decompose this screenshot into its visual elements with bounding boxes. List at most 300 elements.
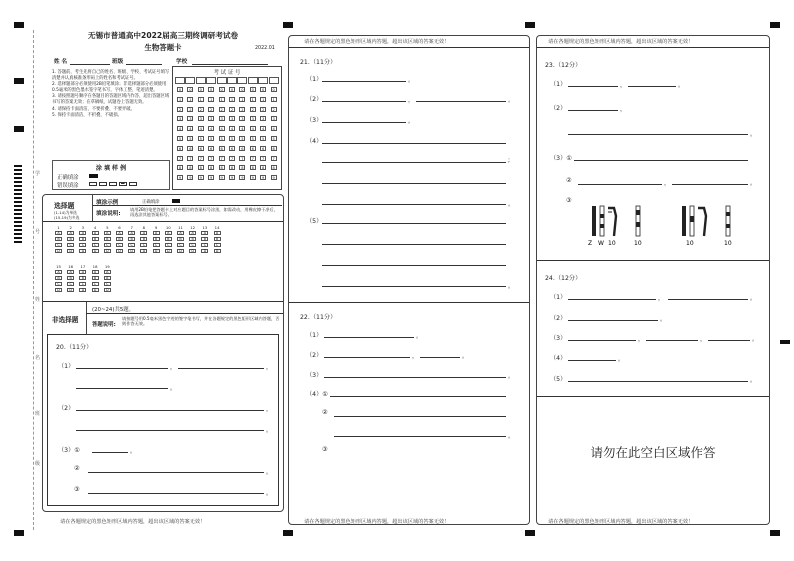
q21-answer-line[interactable] (322, 223, 506, 224)
q23-answer-line[interactable] (578, 184, 662, 185)
choice-question-number: 5 (106, 225, 109, 230)
choice-question-number: 7 (130, 225, 133, 230)
exam-digit-bubble[interactable]: 7 (272, 156, 275, 161)
choice-option-bubble[interactable]: A (128, 231, 135, 235)
choice-option-bubble[interactable]: A (92, 270, 99, 274)
exam-digit-bubble[interactable]: 0 (272, 88, 275, 92)
exam-digit-bubble[interactable]: 4 (220, 127, 223, 132)
exam-digit-bubble[interactable]: 1 (262, 97, 265, 102)
exam-digit-bubble[interactable]: 9 (220, 176, 223, 181)
choice-option-bubble[interactable]: A (214, 231, 221, 235)
exam-digit-bubble[interactable]: 3 (251, 117, 254, 122)
choice-question-number: 16 (68, 264, 74, 269)
exam-digit-bubble[interactable]: 2 (189, 107, 192, 112)
choice-question[interactable] (127, 225, 138, 257)
choice-question[interactable] (103, 225, 114, 257)
exam-digit-bubble[interactable]: 2 (230, 107, 234, 112)
exam-digit-bubble[interactable]: 6 (241, 146, 244, 151)
nonchoice-note-text: 请按题号用0.5毫米黑色字迹的签字笔书写，并在各题规定的黑色矩形区域内答题，否则作答无效。 (122, 316, 280, 327)
q22-answer-line[interactable] (324, 377, 506, 378)
exam-digit-bubble[interactable]: 6 (272, 146, 275, 151)
choice-option-bubble[interactable]: C (140, 243, 147, 247)
notice-header-right: 请在各题规定的黑色矩形区域内答题，超出该区域的答案无效！ (548, 39, 694, 45)
exam-digit-bubble[interactable]: 5 (241, 137, 244, 141)
exam-digit-bubble[interactable]: 7 (230, 156, 234, 161)
q24-answer-line[interactable] (568, 340, 636, 341)
q21-part5: （5） (306, 218, 323, 225)
q24-answer-line[interactable] (646, 340, 698, 341)
choice-option-bubble[interactable]: B (79, 237, 86, 241)
choice-option-bubble[interactable]: A (177, 231, 184, 235)
exam-digit-bubble[interactable]: 0 (251, 88, 254, 92)
q22-part4-b: ② (322, 409, 328, 416)
choice-option-bubble[interactable]: C (104, 243, 111, 247)
side-label-2: 号 (35, 229, 41, 235)
exam-digit-bubble[interactable]: 6 (230, 146, 234, 151)
choice-question[interactable] (188, 225, 199, 257)
exam-digit-bubble[interactable]: 6 (210, 146, 213, 151)
exam-digit-bubble[interactable]: 5 (262, 137, 265, 141)
choice-question[interactable] (176, 225, 187, 257)
q24-answer-line[interactable] (568, 299, 656, 300)
exam-digit-bubble[interactable]: 3 (220, 117, 223, 122)
choice-option-bubble[interactable]: C (55, 282, 62, 286)
notice-header-middle: 请在各题规定的黑色矩形区域内答题，超出该区域的答案无效！ (304, 39, 450, 45)
q21-answer-line[interactable] (322, 162, 506, 163)
exam-digit-bubble[interactable]: 8 (230, 166, 234, 171)
choice-option-bubble[interactable]: A (67, 231, 74, 235)
q20-answer-box[interactable]: 20.（11分） （1） ， ， 。 （2） ， 。 （3）① 。 ② 。 ③ 。 (47, 334, 279, 506)
exam-digit-bubble[interactable]: 3 (210, 117, 213, 122)
choice-question[interactable] (200, 225, 211, 257)
exam-digit-bubble[interactable]: 6 (262, 146, 265, 151)
fill-note-label: 填涂说明: (96, 211, 121, 217)
choice-question[interactable] (139, 225, 150, 257)
choice-option-bubble[interactable]: A (55, 270, 62, 274)
q20-part1: （1） (58, 363, 75, 370)
exam-digit-bubble[interactable]: 1 (178, 97, 182, 102)
exam-digit-bubble[interactable]: 9 (189, 176, 192, 181)
exam-number-grid[interactable] (172, 66, 282, 190)
choice-option-bubble[interactable]: B (92, 237, 99, 241)
choice-option-bubble[interactable]: A (153, 231, 160, 235)
exam-digit-box[interactable] (237, 77, 247, 84)
fill-instruction-text: 正确填涂 (142, 200, 160, 205)
exam-digit-bubble[interactable]: 5 (210, 137, 213, 141)
exam-digit-bubble[interactable]: 3 (272, 117, 275, 122)
q20-answer-line[interactable] (76, 430, 264, 431)
alignment-mark (14, 530, 24, 536)
choice-option-bubble[interactable]: C (92, 282, 99, 286)
choice-option-bubble[interactable]: A (67, 270, 74, 274)
exam-digit-bubble[interactable]: 0 (189, 88, 192, 92)
exam-digit-bubble[interactable]: 1 (220, 97, 223, 102)
exam-digit-bubble[interactable]: 1 (241, 97, 244, 102)
exam-digit-bubble[interactable]: 4 (178, 127, 182, 132)
exam-digit-bubble[interactable]: 1 (230, 97, 234, 102)
choice-option-bubble[interactable]: A (55, 231, 62, 235)
choice-question[interactable] (91, 264, 102, 296)
exam-digit-bubble[interactable]: 1 (251, 97, 254, 102)
q23-part2: （2） (550, 105, 567, 112)
exam-digit-bubble[interactable]: 8 (210, 166, 213, 171)
exam-digit-box[interactable] (269, 77, 279, 84)
chromosome-single-mid (636, 206, 640, 236)
exam-digit-bubble[interactable]: 0 (178, 88, 182, 92)
exam-digit-box[interactable] (227, 77, 237, 84)
q21-answer-line[interactable] (322, 204, 506, 205)
q20-answer-line[interactable] (76, 388, 168, 389)
choice-option-bubble[interactable]: B (214, 237, 221, 241)
choice-option-bubble[interactable]: A (201, 231, 208, 235)
choice-option-bubble[interactable]: D (189, 249, 196, 253)
choice-question[interactable] (103, 264, 114, 296)
choice-question[interactable] (54, 264, 65, 296)
exam-digit-bubble[interactable]: 9 (241, 176, 244, 181)
choice-question[interactable] (66, 264, 77, 296)
exam-digit-bubble[interactable]: 8 (220, 166, 223, 171)
exam-digit-bubble[interactable]: 9 (230, 176, 234, 181)
choice-option-bubble[interactable]: C (55, 243, 62, 247)
q23-answer-line[interactable] (568, 86, 618, 87)
page-subtitle: 生物答题卡 (144, 43, 182, 52)
choice-question[interactable] (78, 264, 89, 296)
choice-option-bubble[interactable]: B (67, 237, 74, 241)
choice-option-bubble[interactable]: C (201, 243, 208, 247)
exam-digit-bubble[interactable]: 8 (178, 166, 182, 171)
exam-digit-bubble[interactable]: 7 (262, 156, 265, 161)
exam-digit-bubble[interactable]: 8 (199, 166, 202, 171)
choice-option-bubble[interactable]: D (67, 249, 74, 253)
exam-digit-bubble[interactable]: 4 (241, 127, 244, 132)
exam-digit-bubble[interactable]: 4 (262, 127, 265, 132)
notice-footer-left: 请在各题规定的黑色矩形区域内答题，超出该区域的答案无效！ (60, 519, 206, 525)
choice-option-bubble[interactable]: C (104, 282, 111, 286)
choice-question-number: 6 (118, 225, 121, 230)
exam-digit-bubble[interactable]: 9 (199, 176, 202, 181)
exam-digit-box[interactable] (248, 77, 258, 84)
choice-option-bubble[interactable]: B (55, 276, 62, 280)
choice-question[interactable] (54, 225, 65, 257)
choice-option-bubble[interactable]: D (92, 249, 99, 253)
choice-question-number: 10 (165, 225, 171, 230)
exam-digit-bubble[interactable]: 9 (251, 176, 254, 181)
choice-option-bubble[interactable]: C (177, 243, 184, 247)
exam-number-cells[interactable] (175, 77, 279, 187)
q21-answer-line[interactable] (416, 101, 506, 102)
choice-option-bubble[interactable]: B (153, 237, 160, 241)
choice-option-bubble[interactable]: D (165, 249, 172, 253)
nonchoice-note-label: 答题说明: (92, 322, 116, 328)
instruction-item: 2. 选择题部分必须使用2B铅笔填涂；非选择题部分必须使用0.5毫米的黑色墨水签字笔书写，字体工整、笔迹清楚。 (52, 82, 167, 93)
q23-answer-line[interactable] (568, 110, 618, 111)
choice-option-bubble[interactable]: C (67, 243, 74, 247)
q20-answer-line[interactable] (92, 452, 128, 453)
exam-digit-bubble[interactable]: 8 (272, 166, 275, 171)
exam-digit-bubble[interactable]: 2 (210, 107, 213, 112)
q24-part2: （2） (550, 315, 567, 322)
exam-digit-bubble[interactable]: 4 (189, 127, 192, 132)
choice-question[interactable] (115, 225, 126, 257)
exam-digit-bubble[interactable]: 4 (199, 127, 202, 132)
choice-option-bubble[interactable]: B (177, 237, 184, 241)
q21-answer-line[interactable] (322, 122, 406, 123)
exam-digit-bubble[interactable]: 2 (220, 107, 223, 112)
fill-instruction-label: 填涂示例 (96, 200, 119, 206)
chromosome-pair-right (682, 206, 706, 236)
choice-question[interactable] (91, 225, 102, 257)
fig-label-10b: 10 (634, 240, 642, 247)
exam-digit-box[interactable] (206, 77, 216, 84)
choice-option-bubble[interactable]: B (116, 237, 123, 241)
exam-digit-bubble[interactable]: 7 (241, 156, 244, 161)
q21-answer-line[interactable] (322, 265, 506, 266)
exam-digit-bubble[interactable]: 9 (178, 176, 182, 181)
exam-digit-bubble[interactable]: 9 (272, 176, 275, 181)
name-field[interactable] (70, 64, 110, 65)
choice-option-bubble[interactable]: D (79, 288, 86, 292)
choice-question-number: 8 (142, 225, 146, 230)
exam-digit-bubble[interactable]: 2 (251, 107, 254, 112)
exam-digit-bubble[interactable]: 6 (178, 146, 182, 151)
q20-answer-line[interactable] (178, 368, 264, 369)
alignment-mark (770, 530, 780, 536)
q20-title: 20.（11分） (56, 344, 93, 351)
choice-option-bubble[interactable]: D (177, 249, 184, 253)
q24-answer-line[interactable] (568, 320, 658, 321)
choice-option-bubble[interactable]: C (79, 282, 86, 286)
choice-option-bubble[interactable]: D (153, 249, 160, 253)
q22-part4: （4）① (306, 391, 328, 398)
correct-fill-sample (89, 174, 98, 178)
choice-question-number: 19 (104, 264, 110, 269)
class-field[interactable] (126, 64, 162, 65)
exam-digit-bubble[interactable]: 8 (251, 166, 254, 171)
q22-answer-line[interactable] (324, 337, 414, 338)
exam-digit-box[interactable] (175, 77, 185, 84)
exam-digit-bubble[interactable]: 6 (251, 146, 254, 151)
exam-digit-bubble[interactable]: 4 (251, 127, 254, 132)
exam-digit-bubble[interactable]: 1 (272, 97, 275, 102)
choice-question[interactable] (78, 225, 89, 257)
exam-digit-bubble[interactable]: 4 (230, 127, 234, 132)
exam-digit-bubble[interactable]: 7 (189, 156, 192, 161)
choice-option-bubble[interactable]: D (79, 249, 86, 253)
choice-option-bubble[interactable]: D (104, 288, 111, 292)
exam-digit-bubble[interactable]: 4 (210, 127, 213, 132)
choice-option-bubble[interactable]: D (55, 249, 62, 253)
choice-option-bubble[interactable]: B (67, 276, 74, 280)
exam-digit-bubble[interactable]: 0 (199, 88, 202, 92)
exam-digit-bubble[interactable]: 1 (210, 97, 213, 102)
fig-label-w: W (598, 240, 604, 247)
exam-digit-bubble[interactable]: 5 (189, 137, 192, 141)
exam-digit-bubble[interactable]: 8 (262, 166, 265, 171)
choice-option-bubble[interactable]: B (55, 237, 62, 241)
choice-divider (92, 205, 282, 206)
choice-question[interactable] (213, 225, 224, 257)
exam-digit-box[interactable] (196, 77, 206, 84)
q22-answer-line[interactable] (334, 436, 506, 437)
choice-option-bubble[interactable]: D (201, 249, 208, 253)
choice-option-bubble[interactable]: B (92, 276, 99, 280)
q20-answer-line[interactable] (88, 493, 264, 494)
choice-block-row1[interactable] (54, 225, 224, 257)
choice-block-row2[interactable] (54, 264, 134, 296)
exam-digit-bubble[interactable]: 6 (189, 146, 192, 151)
exam-digit-bubble[interactable]: 5 (251, 137, 254, 141)
q24-answer-line[interactable] (668, 299, 748, 300)
choice-option-bubble[interactable]: A (104, 270, 111, 274)
choice-option-bubble[interactable]: D (116, 249, 123, 253)
exam-digit-bubble[interactable]: 7 (210, 156, 213, 161)
exam-digit-bubble[interactable]: 5 (199, 137, 202, 141)
choice-option-bubble[interactable]: A (165, 231, 172, 235)
binding-line (33, 30, 34, 530)
alignment-mark (770, 22, 780, 28)
choice-option-bubble[interactable]: D (92, 288, 99, 292)
side-label-5: 班 (35, 411, 41, 417)
choice-option-bubble[interactable]: D (104, 249, 111, 253)
q22-answer-line[interactable] (334, 416, 506, 417)
exam-digit-box[interactable] (185, 77, 195, 84)
exam-digit-bubble[interactable]: 7 (199, 156, 202, 161)
choice-option-bubble[interactable]: B (201, 237, 208, 241)
q22-answer-line[interactable] (324, 357, 410, 358)
choice-option-bubble[interactable]: A (79, 270, 86, 274)
exam-digit-bubble[interactable]: 5 (220, 137, 223, 141)
q21-answer-line[interactable] (322, 183, 506, 184)
exam-digit-bubble[interactable]: 5 (272, 137, 275, 141)
q23-answer-line[interactable] (574, 160, 748, 161)
choice-option-bubble[interactable]: C (128, 243, 135, 247)
exam-digit-bubble[interactable]: 5 (230, 137, 234, 141)
exam-digit-bubble[interactable]: 2 (272, 107, 275, 112)
choice-option-bubble[interactable]: A (116, 231, 123, 235)
exam-digit-bubble[interactable]: 6 (199, 146, 202, 151)
choice-option-bubble[interactable]: C (165, 243, 172, 247)
exam-digit-bubble[interactable]: 0 (241, 88, 244, 92)
exam-digit-bubble[interactable]: 2 (178, 107, 182, 112)
alignment-mark (14, 78, 24, 84)
exam-digit-bubble[interactable]: 5 (178, 137, 182, 141)
q20-answer-line[interactable] (76, 368, 168, 369)
q24-answer-line[interactable] (708, 340, 750, 341)
exam-digit-bubble[interactable]: 2 (241, 107, 244, 112)
exam-digit-bubble[interactable]: 9 (210, 176, 213, 181)
choice-option-bubble[interactable]: C (214, 243, 221, 247)
exam-digit-bubble[interactable]: 9 (262, 176, 265, 181)
exam-digit-bubble[interactable]: 8 (189, 166, 192, 171)
choice-option-bubble[interactable]: C (153, 243, 160, 247)
choice-option-bubble[interactable]: A (189, 231, 196, 235)
choice-option-bubble[interactable]: D (67, 288, 74, 292)
choice-option-bubble[interactable]: A (79, 231, 86, 235)
exam-digit-bubble[interactable]: 1 (189, 97, 192, 102)
exam-digit-bubble[interactable]: 6 (220, 146, 223, 151)
q23-answer-line[interactable] (628, 86, 676, 87)
choice-option-bubble[interactable]: A (104, 231, 111, 235)
q21-answer-line[interactable] (322, 143, 506, 144)
choice-question[interactable] (164, 225, 175, 257)
q20-answer-line[interactable] (76, 410, 264, 411)
exam-digit-box[interactable] (217, 77, 227, 84)
q21-answer-line[interactable] (322, 101, 406, 102)
q23-answer-line[interactable] (672, 184, 748, 185)
q24-answer-line[interactable] (568, 360, 616, 361)
choice-option-bubble[interactable]: A (92, 231, 99, 235)
choice-option-bubble[interactable]: C (67, 282, 74, 286)
choice-question-number: 14 (214, 225, 220, 230)
choice-question[interactable] (66, 225, 77, 257)
q22-answer-line[interactable] (420, 357, 460, 358)
exam-digit-bubble[interactable]: 0 (230, 88, 234, 92)
school-field[interactable] (192, 64, 268, 65)
choice-option-bubble[interactable]: C (92, 243, 99, 247)
choice-option-bubble[interactable]: D (55, 288, 62, 292)
choice-option-bubble[interactable]: B (79, 276, 86, 280)
q22-answer-line[interactable] (330, 396, 506, 397)
q21-answer-line[interactable] (322, 81, 406, 82)
choice-option-bubble[interactable]: B (189, 237, 196, 241)
choice-question[interactable] (152, 225, 163, 257)
choice-option-bubble[interactable]: D (128, 249, 135, 253)
choice-option-bubble[interactable]: A (140, 231, 147, 235)
exam-digit-bubble[interactable]: 3 (178, 117, 182, 122)
exam-digit-bubble[interactable]: 0 (220, 88, 223, 92)
alignment-mark (283, 530, 293, 536)
q23-answer-line[interactable] (568, 134, 748, 135)
choice-option-bubble[interactable]: D (140, 249, 147, 253)
fig-label-10c: 10 (686, 240, 694, 247)
choice-option-bubble[interactable]: C (116, 243, 123, 247)
exam-digit-bubble[interactable]: 7 (178, 156, 182, 161)
exam-digit-bubble[interactable]: 0 (262, 88, 265, 92)
exam-digit-bubble[interactable]: 2 (199, 107, 202, 112)
choice-option-bubble[interactable]: C (79, 243, 86, 247)
q21-answer-line[interactable] (322, 286, 506, 287)
middle-header-line (289, 47, 529, 48)
exam-digit-bubble[interactable]: 2 (262, 107, 265, 112)
choice-option-bubble[interactable]: D (214, 249, 221, 253)
choice-option-bubble[interactable]: B (165, 237, 172, 241)
choice-option-bubble[interactable]: C (189, 243, 196, 247)
exam-digit-box[interactable] (258, 77, 268, 84)
choice-option-bubble[interactable]: B (104, 276, 111, 280)
instruction-item: 3. 请按照题号顺序在各题目的答题区域内作答，超出答题区域书写的答案无效；在草稿纸、试题卷上答题无效。 (52, 94, 170, 105)
choice-option-bubble[interactable]: B (104, 237, 111, 241)
q21-answer-line[interactable] (322, 244, 506, 245)
q20-answer-line[interactable] (88, 472, 264, 473)
exam-digit-bubble[interactable]: 3 (230, 117, 234, 122)
timing-strip (14, 165, 22, 245)
exam-digit-bubble[interactable]: 0 (210, 88, 213, 92)
q24-answer-line[interactable] (568, 381, 748, 382)
exam-digit-bubble[interactable]: 1 (199, 97, 202, 102)
choice-option-bubble[interactable]: B (140, 237, 147, 241)
fig-label-10a: 10 (608, 240, 616, 247)
exam-digit-bubble[interactable]: 3 (199, 117, 202, 122)
choice-option-bubble[interactable]: B (128, 237, 135, 241)
notice-footer-right: 请在各题规定的黑色矩形区域内答题，超出该区域的答案无效！ (548, 519, 694, 525)
exam-digit-bubble[interactable]: 3 (241, 117, 244, 122)
exam-digit-bubble[interactable]: 3 (189, 117, 192, 122)
exam-digit-bubble[interactable]: 7 (251, 156, 254, 161)
exam-digit-bubble[interactable]: 8 (241, 166, 244, 171)
exam-digit-bubble[interactable]: 3 (262, 117, 265, 122)
exam-digit-bubble[interactable]: 7 (220, 156, 223, 161)
exam-digit-bubble[interactable]: 4 (272, 127, 275, 132)
